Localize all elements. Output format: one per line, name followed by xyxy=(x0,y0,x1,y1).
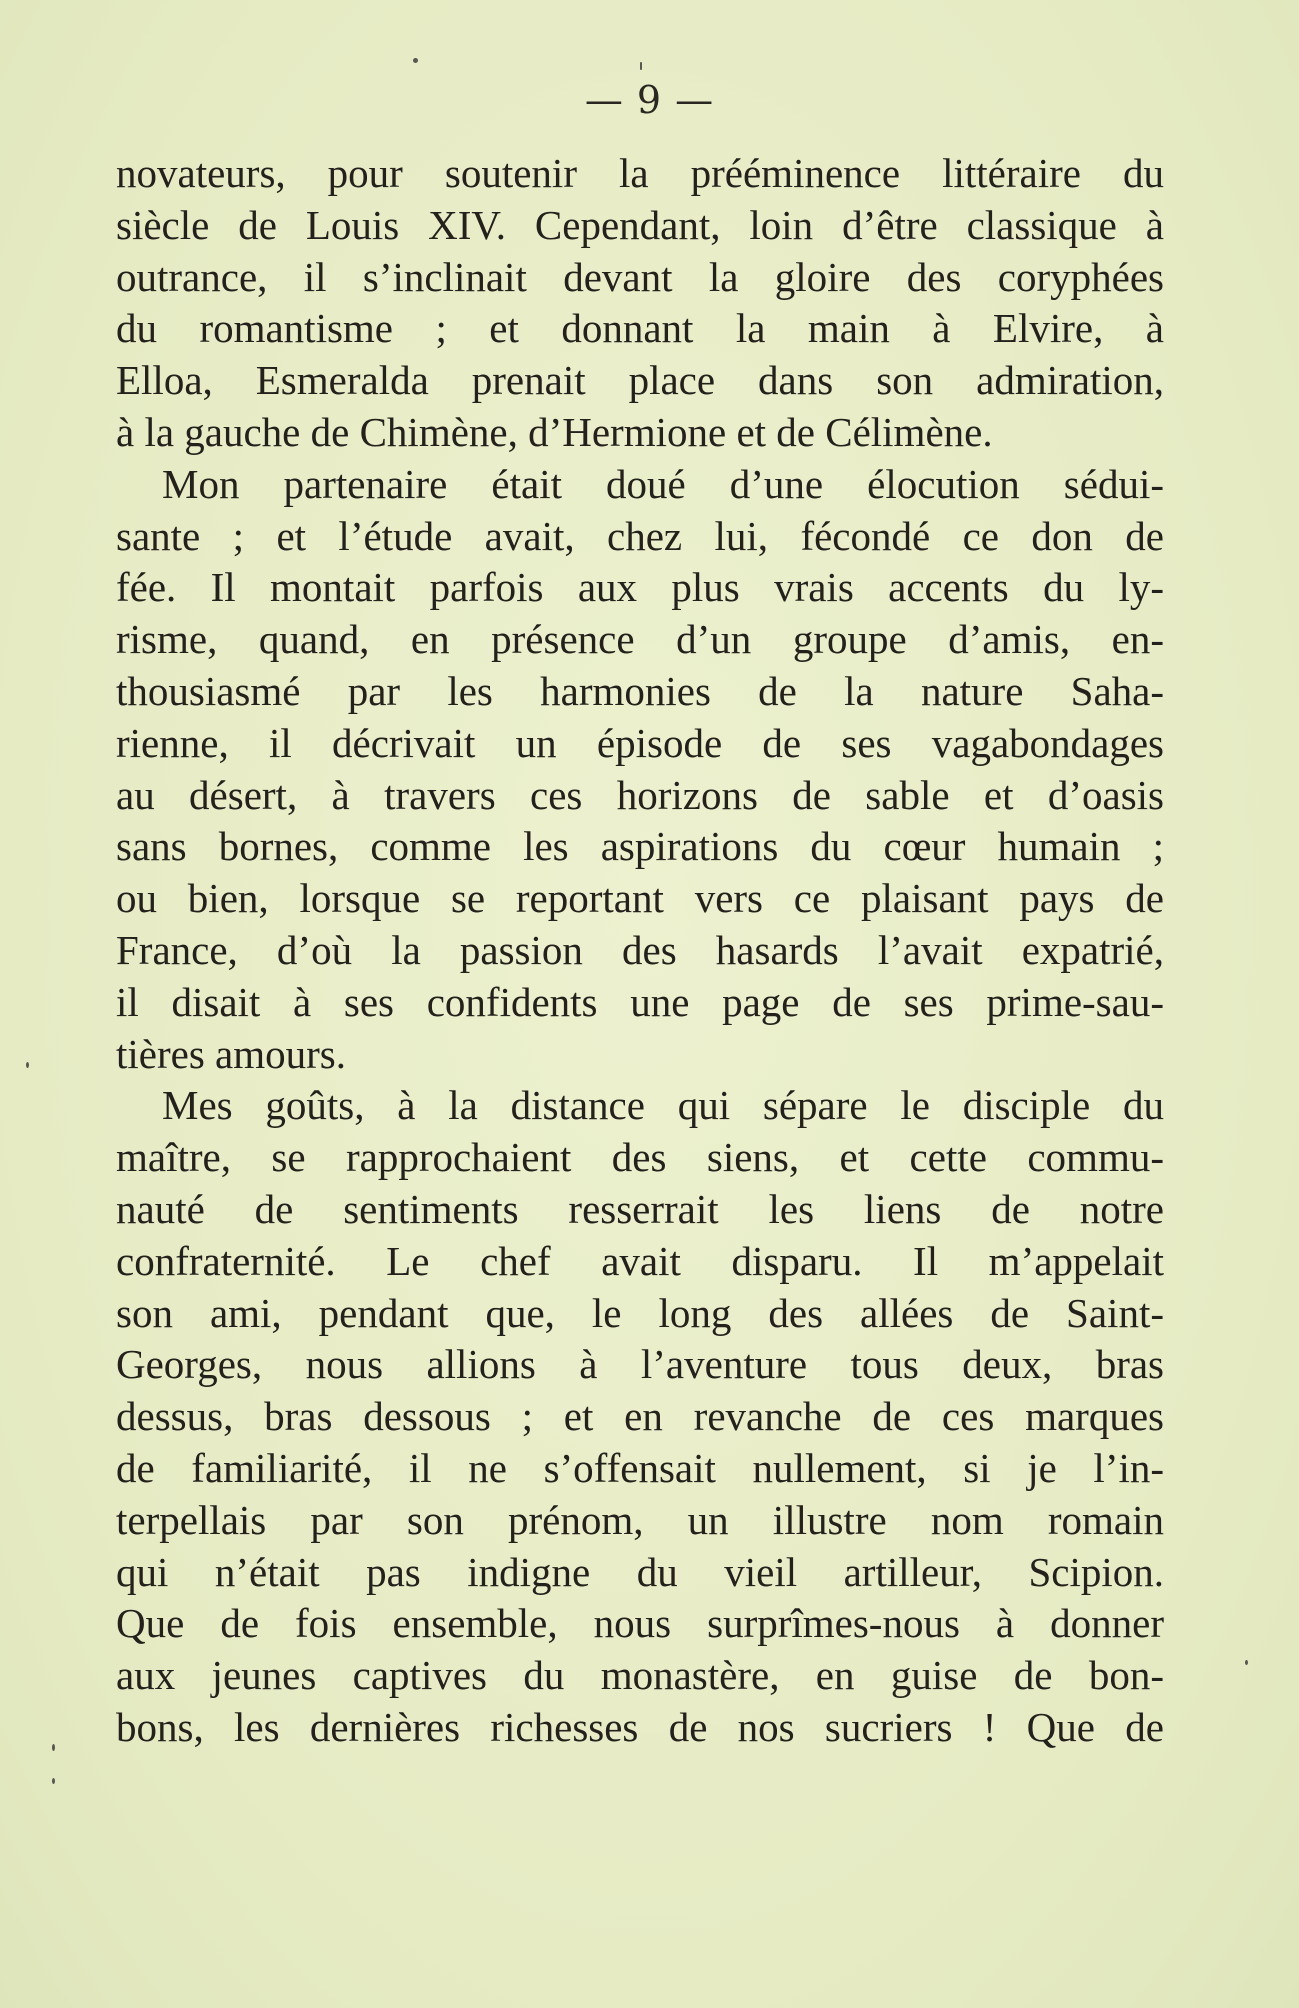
text-line: Que de fois ensemble, nous surprîmes-nous à donner xyxy=(116,1600,1164,1647)
paragraph-start-line: Mes goûts, à la distance qui sépare le disciple du xyxy=(162,1082,1164,1129)
text-line: Elloa, Esmeralda prenait place dans son admiration, xyxy=(116,357,1164,404)
text-line: qui n’était pas indigne du vieil artilleur, Scipion. xyxy=(116,1548,1164,1595)
text-line: thousiasmé par les harmonies de la nature Saha- xyxy=(116,667,1164,714)
text-line: fée. Il montait parfois aux plus vrais accents du ly- xyxy=(116,564,1164,611)
paper-speck xyxy=(413,58,418,63)
text-line: son ami, pendant que, le long des allées de Saint- xyxy=(116,1289,1164,1336)
text-line: rienne, il décrivait un épisode de ses vagabondages xyxy=(116,719,1164,766)
body-text xyxy=(116,148,1164,1754)
text-line: aux jeunes captives du monastère, en guise de bon- xyxy=(116,1652,1164,1699)
text-line: terpellais par son prénom, un illustre nom romain xyxy=(116,1496,1164,1543)
text-line: outrance, il s’inclinait devant la gloire des coryphées xyxy=(116,253,1164,300)
paper-speck xyxy=(52,1744,55,1751)
text-line: Georges, nous allions à l’aventure tous deux, bras xyxy=(116,1341,1164,1388)
text-line: siècle de Louis XIV. Cependant, loin d’être classique à xyxy=(116,201,1164,248)
text-line: France, d’où la passion des hasards l’avait expatrié, xyxy=(116,926,1164,973)
text-line: nauté de sentiments resserrait les liens de notre xyxy=(116,1185,1164,1232)
paper-speck xyxy=(26,1062,29,1068)
text-line: novateurs, pour soutenir la prééminence littéraire du xyxy=(116,150,1164,196)
paragraph-end-line: tières amours. xyxy=(116,1030,346,1077)
text-line: dessus, bras dessous ; et en revanche de ces marques xyxy=(116,1393,1164,1440)
text-line: confraternité. Le chef avait disparu. Il m’appelait xyxy=(116,1237,1164,1284)
page-number: — 9 — xyxy=(584,78,715,122)
paragraph-end-line: à la gauche de Chimène, d’Hermione et de Célimène. xyxy=(116,408,993,455)
paper-speck xyxy=(52,1778,55,1784)
text-line: sans bornes, comme les aspirations du cœur humain ; xyxy=(116,823,1164,870)
paper-speck xyxy=(1245,1660,1248,1665)
text-line: au désert, à travers ces horizons de sable et d’oasis xyxy=(116,771,1164,818)
text-line: maître, se rapprochaient des siens, et cette commu- xyxy=(116,1134,1164,1181)
text-line: de familiarité, il ne s’offensait nullement, si je l’in- xyxy=(116,1444,1164,1491)
text-line: du romantisme ; et donnant la main à Elvire, à xyxy=(116,305,1164,352)
text-line: sante ; et l’étude avait, chez lui, fécondé ce don de xyxy=(116,512,1164,559)
text-line: il disait à ses confidents une page de ses prime-sau- xyxy=(116,978,1164,1025)
text-line: bons, les dernières richesses de nos sucriers ! Que de xyxy=(116,1703,1164,1750)
paper-speck xyxy=(640,62,642,70)
paragraph-start-line: Mon partenaire était doué d’une élocution sédui- xyxy=(162,460,1164,507)
text-line: risme, quand, en présence d’un groupe d’amis, en- xyxy=(116,616,1164,663)
text-line: ou bien, lorsque se reportant vers ce plaisant pays de xyxy=(116,875,1164,922)
